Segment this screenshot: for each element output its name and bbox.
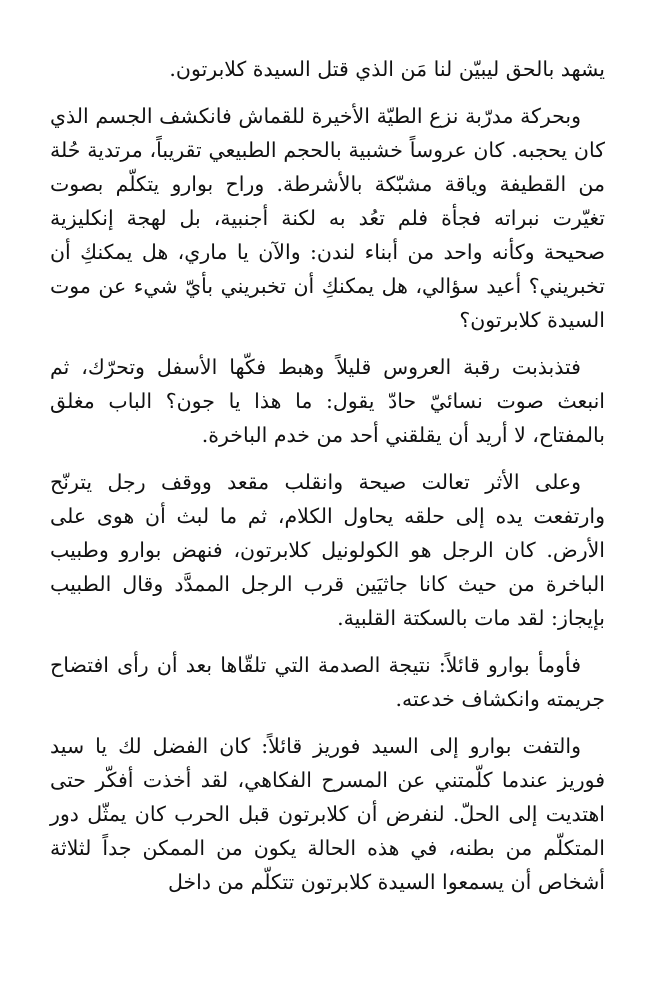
book-page <box>50 52 605 912</box>
paragraph-3: فتذبذبت رقبة العروس قليلاً وهبط فكّها الأسفل وتحرّك، ثم انبعث صوت نسائيّ حادّ يقول: ما هذا يا جون؟ الباب مغلق بالمفتاح، لا أريد أن يقلقني أحد من خدم الباخرة. <box>50 355 605 447</box>
paragraph-1: يشهد بالحق ليبيّن لنا مَن الذي قتل السيدة كلابرتون. <box>169 57 605 81</box>
paragraph-4: وعلى الأثر تعالت صيحة وانقلب مقعد ووقف رجل يترنّح وارتفعت يده إلى حلقه يحاول الكلام، ثم ما لبث أن هوى على الأرض. كان الرجل هو الكولونيل كلابرتون، فنهض بوارو وطبيب الباخرة من حيث كانا جاثيَين قرب الرجل الممدَّد وقال الطبيب بإيجاز: لقد مات بالسكتة القلبية. <box>50 470 605 630</box>
paragraph-6: والتفت بوارو إلى السيد فوريز قائلاً: كان الفضل لك يا سيد فوريز عندما كلّمتني عن المسرح الفكاهي، لقد أخذت أفكّر حتى اهتديت إلى الحلّ. لنفرض أن كلابرتون قبل الحرب كان يمثّل دور المتكلّم من بطنه، في هذه الحالة يكون من الممكن جداً لثلاثة أشخاص أن يسمعوا السيدة كلابرتون تتكلّم من داخل <box>50 734 605 894</box>
paragraph-5: فأومأ بوارو قائلاً: نتيجة الصدمة التي تلقّاها بعد أن رأى افتضاح جريمته وانكشاف خدعته. <box>50 653 605 711</box>
paragraph-2: وبحركة مدرّبة نزع الطيّة الأخيرة للقماش فانكشف الجسم الذي كان يحجبه. كان عروساً خشبية بالحجم الطبيعي تقريباً، مرتدية حُلة من القطيفة وياقة مشبّكة بالأشرطة. وراح بوارو يتكلّم بصوت تغيّرت نبراته فجأة فلم تعُد به لكنة أجنبية، بل لهجة إنكليزية صحيحة وكأنه واحد من أبناء لندن: والآن يا ماري، هل يمكنكِ أن تخبريني؟ أعيد سؤالي، هل يمكنكِ أن تخبريني بأيّ شيء عن موت السيدة كلابرتون؟ <box>50 104 605 332</box>
